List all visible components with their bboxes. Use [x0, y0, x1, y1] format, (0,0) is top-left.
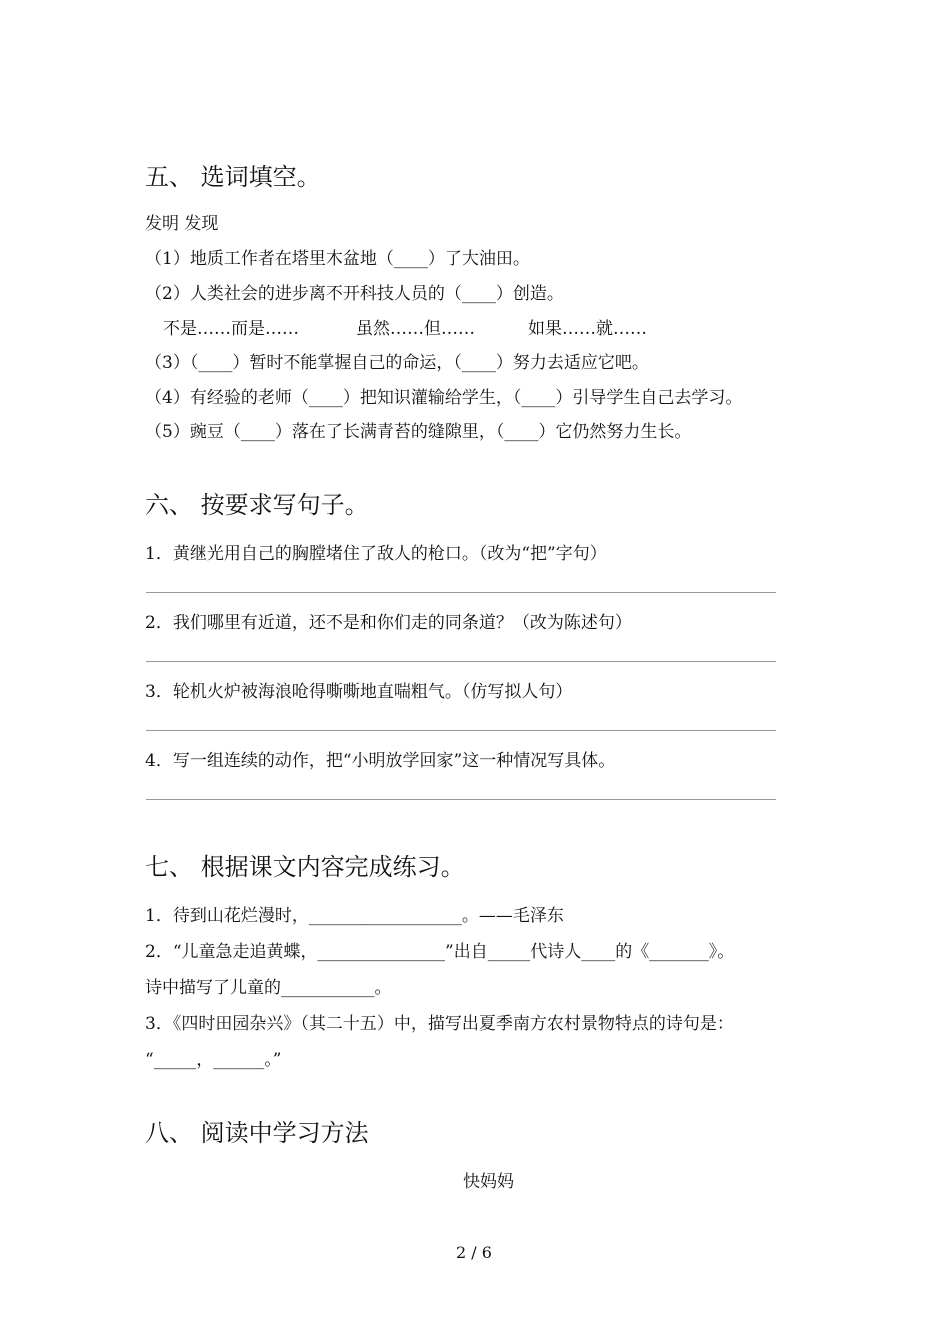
page-number: 2 / 6	[456, 1243, 492, 1262]
word-choices-2-c: 如果……就……	[528, 319, 647, 339]
sentence-task-3: 3．轮机火炉被海浪呛得嘶嘶地直喘粗气。（仿写拟人句）	[145, 682, 573, 702]
question-7-3b: “_____，______。”	[145, 1050, 282, 1070]
answer-line-2[interactable]	[146, 661, 776, 662]
question-5-1: （1）地质工作者在塔里木盆地（____）了大油田。	[145, 249, 530, 269]
section-6-heading: 六、 按要求写句子。	[145, 491, 369, 519]
answer-line-1[interactable]	[146, 592, 776, 593]
word-choices-2-b: 虽然……但……	[356, 319, 475, 339]
section-7-heading: 七、 根据课文内容完成练习。	[145, 853, 465, 881]
answer-line-4[interactable]	[146, 799, 776, 800]
question-5-2: （2）人类社会的进步离不开科技人员的（____）创造。	[145, 284, 564, 304]
word-choices-2-a: 不是……而是……	[163, 319, 299, 339]
section-5-heading: 五、 选词填空。	[145, 163, 321, 191]
answer-line-3[interactable]	[146, 730, 776, 731]
sentence-task-2: 2．我们哪里有近道，还不是和你们走的同条道？（改为陈述句）	[145, 613, 632, 633]
section-8-heading: 八、 阅读中学习方法	[145, 1119, 369, 1147]
question-5-3: （3）（____）暂时不能掌握自己的命运，（____）努力去适应它吧。	[145, 353, 649, 373]
question-5-5: （5）豌豆（____）落在了长满青苔的缝隙里，（____）它仍然努力生长。	[145, 422, 692, 442]
story-title: 快妈妈	[463, 1172, 514, 1192]
question-5-4: （4）有经验的老师（____）把知识灌输给学生，（____）引导学生自己去学习。	[145, 388, 743, 408]
question-7-3a: 3．《四时田园杂兴》（其二十五）中，描写出夏季南方农村景物特点的诗句是：	[145, 1014, 734, 1034]
word-choices-1: 发明 发现	[145, 214, 219, 234]
question-7-2a: 2．“儿童急走追黄蝶，_______________”出自_____代诗人____的《_______》。	[145, 942, 735, 962]
question-7-2b: 诗中描写了儿童的___________。	[145, 978, 392, 998]
question-7-1: 1．待到山花烂漫时，__________________。——毛泽东	[145, 906, 564, 926]
sentence-task-1: 1．黄继光用自己的胸膛堵住了敌人的枪口。（改为“把”字句）	[145, 544, 607, 564]
sentence-task-4: 4．写一组连续的动作，把“小明放学回家”这一种情况写具体。	[145, 751, 616, 771]
